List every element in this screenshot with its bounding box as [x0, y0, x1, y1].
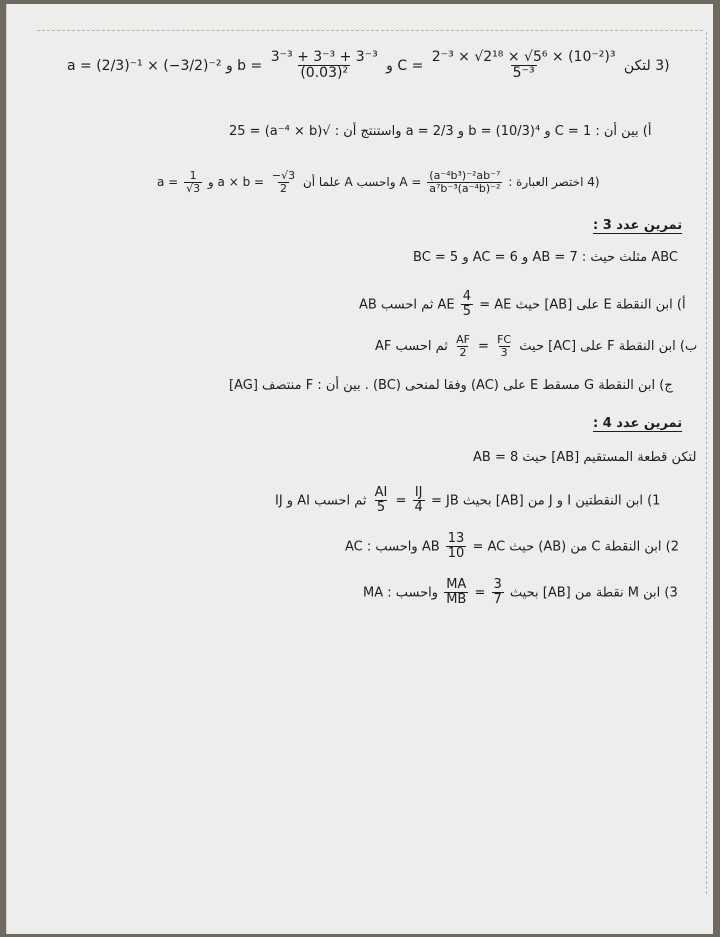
- ex3-c-denominator: 5⁻³: [512, 65, 535, 82]
- exercise-3-title: [593, 218, 682, 233]
- ex4q3-fraction-37: [492, 578, 504, 608]
- ex3-c-lhs: C =: [397, 57, 424, 74]
- ex4-cond1-den: 2: [280, 182, 287, 196]
- ex4q2-text: 2) ابن النقطة C من (AB) حيث AC =: [472, 539, 679, 555]
- ex4-a-den: a⁷b⁻³(a⁻⁴b)⁻²: [429, 182, 501, 196]
- exercise-4-q2: [345, 532, 679, 562]
- ex3-line2-values: a = 2/3 و b = (10/3)⁴ و C = 1: [405, 124, 592, 139]
- exercise-4-title: [593, 416, 682, 431]
- ex4-a-lhs: A =: [399, 175, 422, 190]
- ex3-line1: [67, 50, 670, 82]
- exercise-4-title-text: تمرين عدد 4 :: [593, 416, 683, 431]
- ex3-c-fraction: [430, 50, 618, 82]
- ex3b-d2: 3: [500, 346, 508, 360]
- ex4q1-d1: 4: [414, 500, 423, 516]
- exercise-3-intro-text: ABC مثلث حيث : AB = 7 و AC = 6 و BC = 5: [413, 250, 678, 265]
- ex3b-n2: FC: [497, 333, 512, 346]
- ex3a-tail: AB ثم احسب AE: [359, 297, 455, 313]
- exercise-3-intro: [413, 250, 678, 265]
- ex4-a-fraction: [427, 170, 502, 195]
- ex4q1-fraction-ij: [413, 486, 425, 516]
- ex4q3-n2: MA: [446, 577, 467, 592]
- ex4-cond1-lhs: a × b =: [217, 175, 265, 190]
- ex4q3-fraction-mamb: [444, 578, 468, 608]
- ex4-mid-text: واحسب A علما أن: [302, 175, 396, 190]
- ex3-sep: و: [225, 57, 233, 74]
- ex3a-fraction: [461, 290, 473, 320]
- ex3c-text: ج) ابن النقطة G مسقط E على (AC) وفقا لمنحى (BC) . بين أن : F منتصف [AG]: [229, 378, 673, 393]
- worksheet-page: [6, 4, 713, 934]
- ex4q3-tail: واحسب : MA: [363, 585, 439, 601]
- exercise-4-q1: ثم احسب AI و IJ $\frac{AI}{5}$ = $\frac{IJ}{4}$ 1) ابن النقطتين I و J من [AB] بحيث JB =: [275, 485, 661, 516]
- exercise-3-part-a: [359, 290, 686, 320]
- ex4q2-tail: AB واحسب : AC: [345, 539, 440, 555]
- ex4q2-fraction: [446, 532, 467, 562]
- ex4q3-text: 3) ابن M نقطة من [AB] بحيث: [509, 585, 678, 601]
- ex4q1-d2: 5: [376, 500, 386, 516]
- ex4q3-n1: 3: [493, 577, 502, 592]
- ex3-line2-label: أ) بين أن :: [595, 124, 652, 139]
- ex3b-tail: ثم احسب AF: [375, 339, 448, 355]
- ex3-a-expression: a = (2/3)⁻¹ × (−3/2)⁻²: [67, 57, 222, 74]
- ex4-line: [157, 170, 600, 195]
- ex3-b-lhs: b =: [237, 57, 263, 74]
- ex3-c-numerator: 2⁻³ × √2¹⁸ × √5⁶ × (10⁻²)³: [431, 49, 616, 65]
- ex3-b-denominator: (0.03)²: [300, 65, 349, 82]
- ex4-cond1-fraction: [270, 170, 297, 195]
- exercise-3-title-text: تمرين عدد 3 :: [593, 218, 683, 233]
- ex4q1-tail: ثم احسب AI و IJ: [275, 493, 367, 509]
- ex4q3-d2: MB: [446, 592, 467, 608]
- exercise-3-part-b: ثم احسب AF $\frac{AF}{2}$ = $\frac{FC}{3}$ ب) ابن النقطة F على [AC] حيث: [375, 333, 698, 360]
- ex3a-num: 4: [462, 289, 472, 304]
- ex3b-n1: AF: [456, 333, 470, 346]
- ex3-line2: [229, 124, 651, 139]
- ex3a-text: أ) ابن النقطة E على [AB] حيث AE =: [479, 297, 686, 313]
- ex4q2-num: 13: [447, 531, 465, 546]
- ex4q3-d1: 7: [493, 592, 502, 608]
- ex4q2-den: 10: [447, 546, 465, 562]
- ex4-label: (4 اختصر العبارة :: [508, 175, 600, 190]
- exercise-3-part-c: [229, 378, 673, 393]
- ex4-a-num: (a⁻⁴b³)⁻²ab⁻⁷: [429, 169, 501, 182]
- ex4-cond2-fraction: [184, 170, 202, 195]
- ex3a-den: 5: [462, 304, 472, 320]
- ex4-cond1-num: −√3: [271, 169, 296, 182]
- ex3-b-fraction: [269, 50, 380, 82]
- ex3-sep: و: [386, 57, 393, 74]
- ex3-label: (3 لتكن: [623, 57, 670, 74]
- ex4-cond2-den: √3: [186, 182, 201, 196]
- ex4q1-n1: IJ: [414, 485, 423, 500]
- ex3b-text: ب) ابن النقطة F على [AC] حيث: [519, 339, 698, 355]
- top-dashed-border: [37, 30, 703, 31]
- ex4-cond2-num: 1: [189, 169, 197, 182]
- ex4q1-n2: AI: [374, 485, 388, 500]
- ex3b-fraction1: [454, 334, 472, 359]
- ex4q1-text: 1) ابن النقطتين I و J من [AB] بحيث JB =: [430, 493, 661, 509]
- exercise-4-q3: واحسب : MA $\frac{MA}{MB}$ = $\frac{3}{7}$ 3) ابن M نقطة من [AB] بحيث: [363, 577, 678, 608]
- exercise-4-intro-text: لتكن قطعة المستقيم [AB] حيث AB = 8: [473, 450, 697, 465]
- ex3-b-numerator: 3⁻³ + 3⁻³ + 3⁻³: [270, 49, 378, 65]
- ex3b-fraction2: [495, 334, 513, 359]
- ex4-sep: و: [207, 175, 214, 190]
- ex4q1-fraction-ai: [373, 486, 390, 516]
- exercise-4-intro: [473, 450, 696, 465]
- ex3b-d1: 2: [459, 346, 467, 360]
- right-dashed-border: [706, 32, 707, 894]
- ex3-line2-rest: واستنتج أن : √(a⁻⁴ × b) = 25: [229, 124, 402, 139]
- ex4-cond2-lhs: a =: [157, 175, 179, 190]
